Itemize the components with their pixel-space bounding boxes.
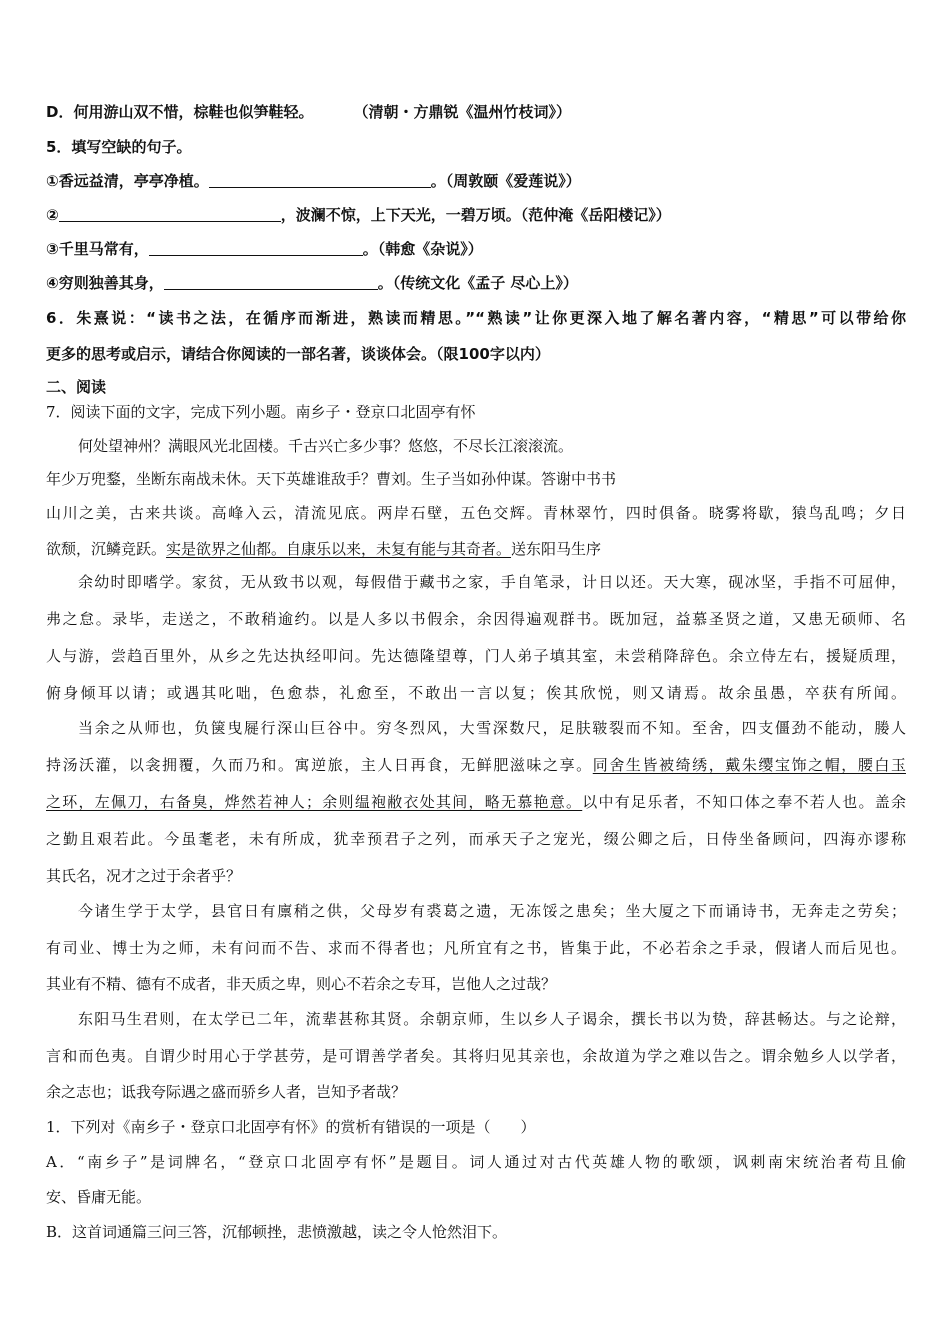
q5-stem: 5．填写空缺的句子。 [46, 138, 192, 156]
q5-item-1-after: 。（周敦颐《爱莲说》） [430, 172, 581, 190]
p2-line-3 [46, 792, 906, 812]
p2-line-2-plain: 持汤沃灌，以衾拥覆，久而乃和。寓逆旅，主人日再食，无鲜肥滋味之享。 [46, 756, 593, 774]
p2-line-3-plain: 以中有足乐者，不知口体之奉不若人也。盖余 [582, 793, 906, 811]
q5-item-1 [46, 171, 906, 191]
q5-blank-1[interactable] [209, 171, 431, 188]
p3-line-1: 今诸生学于太学，县官日有廪稍之供，父母岁有裘葛之遗，无冻馁之患矣；坐大厦之下而诵诗书，无奔走之劳矣； [78, 902, 906, 920]
p1-line-2: 弗之怠。录毕，走送之，不敢稍逾约。以是人多以书假余，余因得遍观群书。既加冠，益慕圣贤之道，又患无硕师、名 [46, 610, 906, 628]
p4-line-2: 言和而色夷。自谓少时用心于学甚劳，是可谓善学者矣。其将归见其亲也，余故道为学之难以告之。谓余勉乡人以学者， [46, 1047, 906, 1065]
p3-line-2: 有司业、博士为之师，未有问而不告、求而不得者也；凡所宜有之书，皆集于此，不必若余之手录，假诸人而后见也。 [46, 939, 906, 957]
q5-item-3 [46, 239, 906, 259]
xie-line-2 [46, 539, 906, 559]
p3-line-3: 其业有不精、德有不成者，非天质之卑，则心不若余之专耳，岂他人之过哉？ [46, 975, 557, 993]
poem-line-2: 年少万兜鍪，坐断东南战未休。天下英雄谁敌手？曹刘。生子当如孙仲谋。答谢中书书 [46, 470, 617, 488]
q4-option-d [46, 102, 906, 122]
p1-line-3: 人与游，尝趋百里外，从乡之先达执经叩问。先达德隆望尊，门人弟子填其室，未尝稍降辞色。余立侍左右，援疑质理， [46, 647, 906, 665]
q5-item-3-after: 。（韩愈《杂说》） [362, 240, 483, 258]
essay-title: 送东阳马生序 [511, 540, 602, 558]
p2-line-1: 当余之从师也，负箧曳屣行深山巨谷中。穷冬烈风，大雪深数尺，足肤皲裂而不知。至舍，四支僵劲不能动，媵人 [78, 719, 906, 737]
q5-item-2-after: ，波澜不惊，上下天光，一碧万顷。（范仲淹《岳阳楼记》） [280, 206, 671, 224]
q5-item-4-after: 。（传统文化《孟子 尽心上》） [377, 274, 578, 292]
section-heading-reading: 二、阅读 [46, 378, 107, 396]
p4-line-1: 东阳马生君则，在太学已二年，流辈甚称其贤。余朝京师，生以乡人子谒余，撰长书以为贽，辞甚畅达。与之论辩， [78, 1010, 906, 1028]
sub1-option-a-line-1: A．“南乡子”是词牌名，“登京口北固亭有怀”是题目。词人通过对古代英雄人物的歌颂，讽刺南宋统治者苟且偷 [46, 1153, 906, 1171]
p1-line-4: 俯身倾耳以请；或遇其叱咄，色愈恭，礼愈至，不敢出一言以复；俟其欣悦，则又请焉。故余虽愚，卒获有所闻。 [46, 684, 906, 702]
p2-line-4: 之勤且艰若此。今虽耄老，未有所成，犹幸预君子之列，而承天子之宠光，缀公卿之后，日侍坐备顾问，四海亦谬称 [46, 830, 906, 848]
q5-item-1-before: ①香远益清，亭亭净植。 [46, 172, 209, 190]
q5-blank-2[interactable] [59, 205, 281, 222]
p4-line-3: 余之志也；诋我夸际遇之盛而骄乡人者，岂知予者哉？ [46, 1083, 407, 1101]
q5-item-4-before: ④穷则独善其身， [46, 274, 164, 292]
poem-line-1: 何处望神州？满眼风光北固楼。千古兴亡多少事？悠悠，不尽长江滚滚流。 [78, 437, 574, 455]
q6-line-2: 更多的思考或启示，请结合你阅读的一部名著，谈谈体会。（限100字以内） [46, 345, 550, 363]
option-d-source: （清朝・方鼎锐《温州竹枝词》） [353, 103, 571, 121]
p2-line-2 [46, 755, 906, 775]
p2-line-5: 其氏名，况才之过于余者乎？ [46, 867, 242, 885]
sub1-option-b: B．这首词通篇三问三答，沉郁顿挫，悲愤激越，读之令人怆然泪下。 [46, 1223, 508, 1241]
q5-item-2-before: ② [46, 206, 59, 224]
q7-stem: 7．阅读下面的文字，完成下列小题。南乡子・登京口北固亭有怀 [46, 403, 476, 421]
q5-blank-4[interactable] [164, 273, 378, 290]
q5-item-4 [46, 273, 906, 293]
xie-line-2-plain: 欲颓，沉鳞竞跃。 [46, 540, 167, 558]
sub1-option-a-line-2: 安、昏庸无能。 [46, 1188, 152, 1206]
q5-item-2 [46, 205, 906, 225]
xie-line-1: 山川之美，古来共谈。高峰入云，清流见底。两岸石壁，五色交辉。青林翠竹，四时俱备。晓雾将歇，猿鸟乱鸣；夕日 [46, 504, 906, 522]
p1-line-1: 余幼时即嗜学。家贫，无从致书以观，每假借于藏书之家，手自笔录，计日以还。天大寒，砚冰坚，手指不可屈伸， [78, 573, 906, 591]
xie-underlined-sentence: 实是欲界之仙都。自康乐以来，未复有能与其奇者。 [166, 540, 512, 558]
q5-blank-3[interactable] [149, 239, 363, 256]
sub1-stem: 1．下列对《南乡子・登京口北固亭有怀》的赏析有错误的一项是（ ） [46, 1118, 536, 1136]
option-d-text: D．何用游山双不惜，棕鞋也似笋鞋轻。 [46, 103, 314, 121]
q6-line-1: 6．朱熹说：“读书之法，在循序而渐进，熟读而精思。”“熟读”让你更深入地了解名著内容，“精思”可以带给你 [46, 309, 906, 327]
p2-underlined-part-2: 之环，左佩刀，右备臭，烨然若神人；余则缊袍敝衣处其间，略无慕艳意。 [46, 793, 583, 811]
p2-underlined-part-1: 同舍生皆被绮绣，戴朱缨宝饰之帽，腰白玉 [592, 756, 906, 774]
q5-item-3-before: ③千里马常有， [46, 240, 149, 258]
